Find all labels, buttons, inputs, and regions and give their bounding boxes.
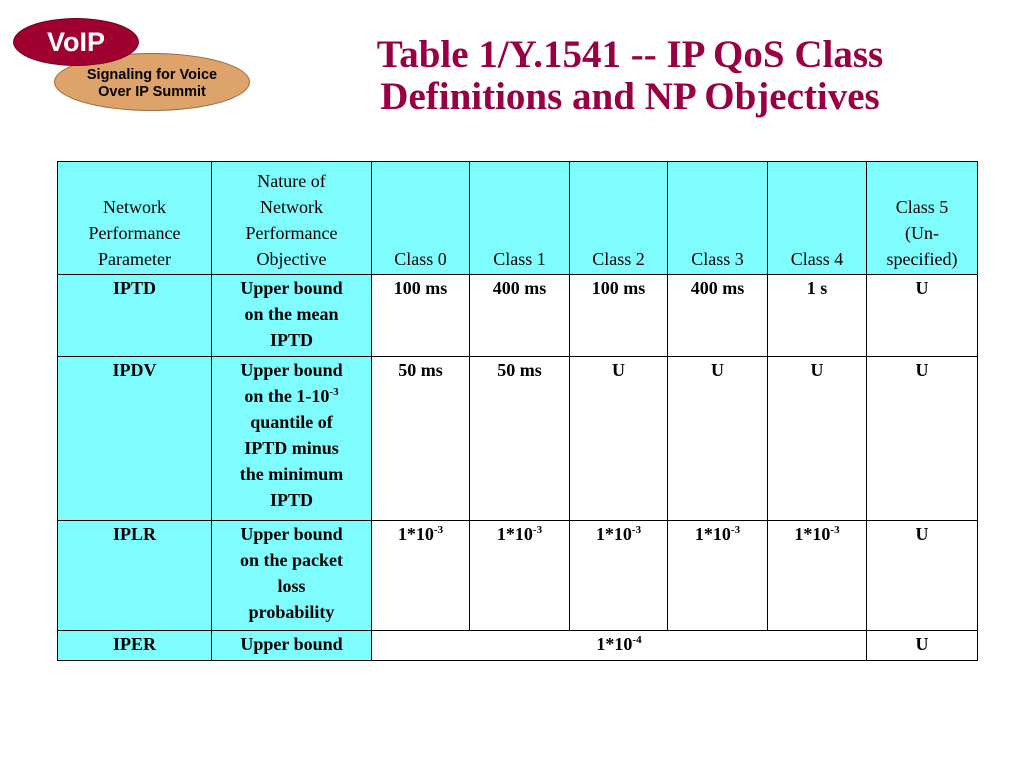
nature-text: Upper bound — [240, 278, 343, 298]
table-row-iptd — [58, 275, 978, 357]
header-class3: Class 3 — [668, 162, 768, 275]
title-line2: Definitions and NP Objectives — [380, 75, 880, 118]
value-base: 1*10 — [595, 524, 632, 544]
logo-voip-oval: VoIP — [13, 18, 139, 66]
logo-summit-line1: Signaling for Voice — [86, 67, 218, 83]
nature-text: Upper bound — [240, 524, 343, 544]
param-cell: IPDV — [58, 357, 212, 521]
value-cell — [668, 521, 768, 631]
value-cell: 50 ms — [372, 357, 470, 521]
nature-prefix: on the 1-10 — [244, 386, 330, 406]
header-class2: Class 2 — [570, 162, 668, 275]
value-base: 1*10 — [496, 524, 533, 544]
header-text: Network — [103, 197, 166, 217]
value-cell: U — [668, 357, 768, 521]
value-cell — [570, 521, 668, 631]
exponent: -3 — [329, 386, 339, 398]
nature-text: the minimum — [239, 464, 344, 484]
value-cell: 100 ms — [570, 275, 668, 357]
header-text: Parameter — [98, 249, 171, 269]
nature-text: on the mean — [244, 304, 339, 324]
value-base: 1*10 — [794, 524, 831, 544]
value-cell: 1 s — [768, 275, 867, 357]
nature-text: IPTD minus — [244, 438, 339, 458]
value-cell: U — [867, 357, 978, 521]
table-row-iper — [58, 631, 978, 661]
value-cell: U — [867, 275, 978, 357]
exponent: -3 — [532, 524, 543, 536]
value-base: 1*10 — [694, 524, 731, 544]
nature-cell: Upper bound — [212, 631, 372, 661]
value-cell: 100 ms — [372, 275, 470, 357]
table-header-row — [58, 162, 978, 275]
table-row-iplr — [58, 521, 978, 631]
nature-text: IPTD — [269, 330, 313, 350]
value-cell: 400 ms — [470, 275, 570, 357]
exponent: -3 — [433, 524, 444, 536]
nature-text — [212, 383, 371, 409]
value-cell: U — [570, 357, 668, 521]
nature-text: probability — [248, 602, 335, 622]
header-text: Network — [260, 197, 323, 217]
nature-text: IPTD — [269, 490, 313, 510]
header-class5 — [867, 162, 978, 275]
header-text: Objective — [256, 249, 327, 269]
header-class1: Class 1 — [470, 162, 570, 275]
voip-logo — [10, 15, 255, 115]
nature-text: quantile of — [250, 412, 333, 432]
header-text: Class 5 — [895, 197, 949, 217]
nature-text: loss — [277, 576, 306, 596]
qos-class-table — [57, 161, 978, 661]
header-class4: Class 4 — [768, 162, 867, 275]
header-text: Performance — [88, 223, 181, 243]
logo-summit-line2: Over IP Summit — [98, 84, 206, 100]
header-nature — [212, 162, 372, 275]
exponent: -3 — [730, 524, 741, 536]
header-class0: Class 0 — [372, 162, 470, 275]
header-text: (Un- — [905, 223, 939, 243]
exponent: -4 — [632, 634, 642, 646]
nature-cell — [212, 357, 372, 521]
value-base: 1*10 — [397, 524, 434, 544]
value-cell-merged — [372, 631, 867, 661]
param-cell: IPLR — [58, 521, 212, 631]
title-line1: Table 1/Y.1541 -- IP QoS Class — [376, 33, 884, 76]
page-title — [290, 34, 970, 118]
value-cell: 50 ms — [470, 357, 570, 521]
value-cell — [372, 521, 470, 631]
table-row-ipdv — [58, 357, 978, 521]
param-cell: IPER — [58, 631, 212, 661]
header-text: Performance — [245, 223, 338, 243]
nature-cell — [212, 521, 372, 631]
exponent: -3 — [631, 524, 642, 536]
param-cell: IPTD — [58, 275, 212, 357]
header-text: specified) — [886, 249, 958, 269]
header-text: Nature of — [257, 171, 326, 191]
exponent: -3 — [830, 524, 840, 536]
header-parameter — [58, 162, 212, 275]
value-cell — [470, 521, 570, 631]
value-cell — [768, 521, 867, 631]
value-base: 1*10 — [596, 634, 633, 654]
nature-text: Upper bound — [240, 360, 343, 380]
value-cell: U — [867, 521, 978, 631]
value-cell: U — [768, 357, 867, 521]
value-cell: U — [867, 631, 978, 661]
nature-text: on the packet — [240, 550, 343, 570]
value-cell: 400 ms — [668, 275, 768, 357]
nature-cell — [212, 275, 372, 357]
